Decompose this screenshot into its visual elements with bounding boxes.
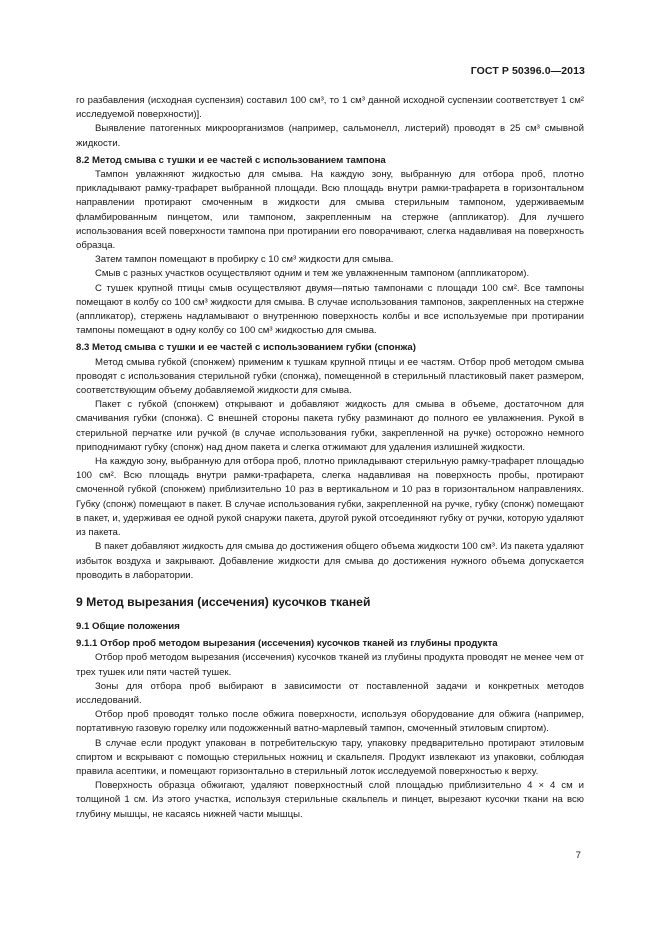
paragraph: го разбавления (исходная суспензия) составил 100 см³, то 1 см³ данной исходной суспензии соответствует 1 см² исследуемой поверхности)]. bbox=[76, 95, 584, 121]
paragraph: Отбор проб методом вырезания (иссечения) кусочков тканей из глубины продукта проводят не менее чем от трех тушек или пяти частей тушек. bbox=[76, 652, 584, 678]
document-body bbox=[76, 94, 584, 822]
subsection-heading: 8.2 Метод смыва с тушки и ее частей с использованием тампона bbox=[76, 154, 386, 166]
subsection-heading: 9.1 Общие положения bbox=[76, 620, 180, 632]
paragraph: На каждую зону, выбранную для отбора проб, плотно прикладывают стерильную рамку-трафарет площадью 100 см². Всю площадь внутри рамки-трафарета, слегка надавливая на поверхность пробы, протирают смоченной губкой (спонжем) приблизительно 10 раз в вертикальном и 10 раз в горизонтальном направлениях. Губку (спонж) помещают в пакет. В случае использования губки, закрепленной на ручке, губку (спонж) помещают в пакет, и, удерживая ее одной рукой снаружи пакета, другой рукой отсоединяют губку от ручки, которую удаляют из пакета. bbox=[76, 456, 584, 539]
paragraph: Пакет с губкой (спонжем) открывают и добавляют жидкость для смыва в объеме, достаточном для смачивания губки (спонжа). С внешней стороны пакета губку разминают до полного ее увлажнения. Рукой в стерильной перчатке или ручкой (в случае использования губки, закрепленной на ручке) осторожно немного приподнимают губку (спонж) над дном пакета и слегка отжимают для удаления излишней жидкости. bbox=[76, 399, 584, 453]
subsection-heading: 8.3 Метод смыва с тушки и ее частей с использованием губки (спонжа) bbox=[76, 342, 416, 354]
paragraph: В случае если продукт упакован в потребительскую тару, упаковку предварительно протирают этиловым спиртом и вскрывают с помощью стерильных ножниц и скальпеля. Продукт извлекают из упаковки, соблюдая правила асептики, и помещают горизонтально в стерильный лоток исследуемой поверхностью к верху. bbox=[76, 737, 584, 777]
paragraph: Метод смыва губкой (спонжем) применим к тушкам крупной птицы и ее частям. Отбор проб методом смыва проводят с использования стерильной губки (спонжа), помещенной в стерильный пластиковый пакет размером, соответствующим объему добавляемой жидкости для смыва. bbox=[76, 356, 584, 397]
paragraph: Затем тампон помещают в пробирку с 10 см³ жидкости для смыва. bbox=[95, 254, 394, 266]
section-heading: 9 Метод вырезания (иссечения) кусочков тканей bbox=[76, 594, 371, 609]
paragraph: Смыв с разных участков осуществляют одним и тем же увлажненным тампоном (аппликатором). bbox=[95, 268, 530, 280]
paragraph: Отбор проб проводят только после обжига поверхности, используя оборудование для обжига (например, портативную газовую горелку или подожженный ватно-марлевый тампон, смоченный этиловым спиртом). bbox=[76, 709, 584, 735]
paragraph: Зоны для отбора проб выбирают в зависимости от поставленной задачи и конкретных методов исследований. bbox=[76, 680, 584, 706]
document-id-header: ГОСТ Р 50396.0—2013 bbox=[470, 65, 585, 77]
paragraph: В пакет добавляют жидкость для смыва до достижения общего объема жидкости 100 см³. Из пакета удаляют избыток воздуха и закрывают. Добавление жидкости для смыва до достижения нужного объема допускается проводить в лаборатории. bbox=[76, 541, 584, 581]
paragraph: Поверхность образца обжигают, удаляют поверхностный слой площадью приблизительно 4 × 4 см и толщиной 1 см. Из этого участка, используя стерильные скальпель и пинцет, вырезают кусочки ткани на всю глубину мышцы, не касаясь нижней части мышцы. bbox=[76, 780, 584, 820]
paragraph: Тампон увлажняют жидкостью для смыва. На каждую зону, выбранную для отбора проб, плотно прикладывают рамку-трафарет выбранной площади. Всю площадь внутри рамки-трафарета в горизонтальном направлении протирают смоченным в жидкости для смыва стерильным тампоном, удерживаемым фламбированным пинцетом, или тампоном, закрепленным на стержне (аппликатор). Для лучшего использования всей поверхности тампона при протирании его поворачивают, слегка надавливая на поверхность образца. bbox=[76, 169, 584, 252]
paragraph: Выявление патогенных микроорганизмов (например, сальмонелл, листерий) проводят в 25 см³ смывной жидкости. bbox=[76, 123, 584, 149]
paragraph: С тушек крупной птицы смыв осуществляют двумя—пятью тампонами с площади 100 см². Все тампоны помещают в колбу со 100 см³ жидкости для смыва. В случае использования тампонов, закрепленных на стержне (аппликатор), стержень надламывают о внутреннюю поверхность колбы и все используемые при протирании тампоны помещают в одну колбу со 100 см³ жидкостью для смыва. bbox=[76, 282, 584, 337]
page-number: 7 bbox=[575, 850, 581, 861]
subsection-heading: 9.1.1 Отбор проб методом вырезания (иссечения) кусочков тканей из глубины продукта bbox=[76, 638, 498, 650]
